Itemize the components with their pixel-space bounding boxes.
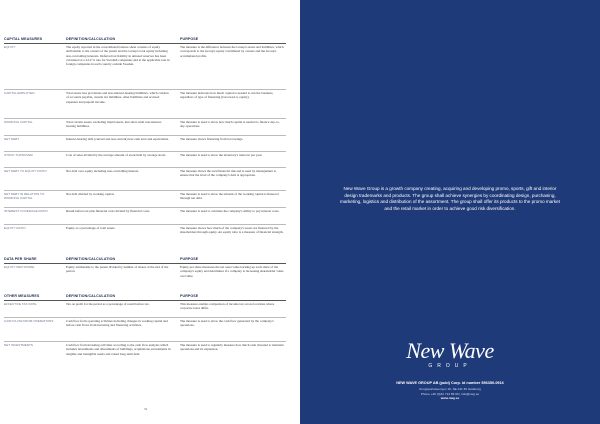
row-divider <box>4 167 286 168</box>
contact-address: Kungsportsavenyen 10, SE-411 36 Göteborg <box>419 387 481 391</box>
row-divider <box>4 118 286 119</box>
contact-website[interactable]: www.nwg.se <box>440 396 460 400</box>
logo-wordmark: New Wave <box>406 338 494 363</box>
row-divider <box>4 207 286 208</box>
header-rule <box>4 263 286 264</box>
definitions-page: CAPITAL MEASURES DEFINITION/CALCULATION PURPOSE EQUITY The equity reported in the consolidated balance sheet consists of equity attributable to the owners of the parent and the Group's total equity including non-controlling interests. Deferred tax liability in untaxed reserves has been calculated at a 22.0 % rate for Swedish companies and at the applicable rate in foreign companies in each country outside Sweden. The measure is the difference between the Group's assets and liabilities, which corresponds to the Group's equity contributed by owners and the Group's accumulated profits. CAPITAL EMPLOYED Total assets less provisions and non-interest-bearing liabilities, which consists of accounts payable, current tax liabilities, other liabilities and accrued expenses and prepaid income. The measure indicates how much capital is needed to run the business, regardless of type of financing (borrowed or equity). WORKING CAPITAL Total current assets, excluding liquid assets, less short-term non-interest-bearing liabilities. The measure is used to show how much capital is needed to finance day-to-day operations. NET DEBT Interest-bearing debt (current and non-current) less cash and cash equivalents. The measure shows financing from borrowings. STOCK TURNOVER Cost of sales divided by the average amount of stock held by average stock. The measure is used to show the inventory's turnover per year. NET DEBT TO EQUITY RATIO Net debt over equity including non-controlling interest. The measure shows the total financial risk and is used by management to ensure that the level of the company's debt is appropriate. NET DEBT IN RELATION TO WORKING CAPITAL Net debt divided by working capital. The measure is used to show the amount of the working capital is financed through net debt. INTEREST COVERAGE RATIO Result before tax plus financial costs divided by financial costs. The measure is used to calculate the company's ability to pay interest costs. EQUITY RATIO Equity as a percentage of total assets. The measure shows how much of the company's assets are financed by the shareholders through equity. An equity ratio is a measure of financial strength. DATA PER SHARE DEFINITION/CALCULATION PURPOSE EQUITY PER SHARE Equity attributable to the parent divided by number of shares at the end of the period. Equity per share measures the net asset value backing up each share of the company's equity and determines if a company is increasing shareholder value over time. OTHER MEASURES DEFINITION/CALCULATION PURPOSE EFFECTIVE TAX RATE Tax on profit for the period as a percentage of result before tax. This measure enables comparison of income tax across locations where corporate taxes differ. CASH FLOW FROM OPERATIONS Cash flow from operating activities including changes in working capital and before cash flows from investing and financing activities. The measure is used to show the cash flow generated by the company's operations. NET INVESTMENTS Cash flow from investing activities according to the cash flow analysis which includes investments and divestments of buildings, acquisitions, investments in tangible and intangible assets and raised long-term debt. The measure is used to regularly measure how much cash invested to maintain operations and its expansion. 31 <box>0 0 300 424</box>
contact-phone: Phone +46 (0)31 712 89 00 | info@nwg.se <box>420 391 480 396</box>
header-rule <box>4 300 286 301</box>
row-divider <box>4 151 286 152</box>
row-divider <box>4 341 286 342</box>
row-divider <box>4 317 286 318</box>
contact-company: NEW WAVE GROUP AB (publ) Corp. id number 556350-0916 <box>396 381 504 385</box>
row-divider <box>4 89 286 90</box>
row-divider <box>4 224 286 225</box>
company-description: New Wave Group is a growth company creating, acquiring and developing promo, sports, gift and interior design trademarks and products. The group shall achieve synergies by coordinating design, purchasing, marketing, logistics and distribution of the assortment. The group shall offer its products to the promo market and the retail market in order to achieve good risk diversification. <box>340 186 560 211</box>
header-rule <box>4 43 286 44</box>
row-divider <box>4 135 286 136</box>
logo-group-text: GROUP <box>428 363 472 369</box>
new-wave-group-logo <box>380 340 520 369</box>
page-number: 31 <box>144 407 148 411</box>
row-divider <box>4 190 286 191</box>
